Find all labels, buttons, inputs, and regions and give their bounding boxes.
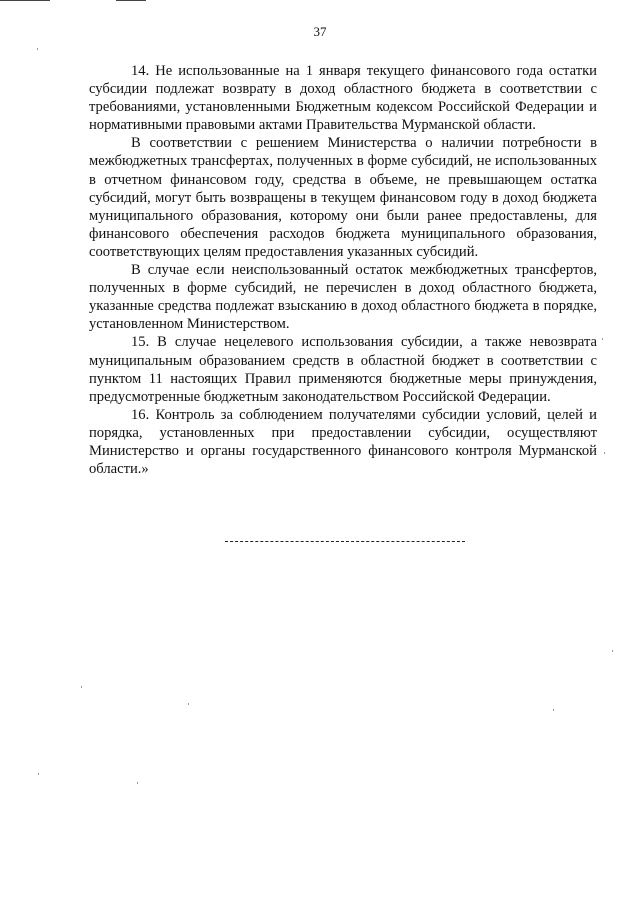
paragraph-ministry-decision: В соответствии с решением Министерства о наличии потребности в межбюджетных трансфертах, полученных в форме субсидий, не использованных в отчетном финансовом году, средства в объеме, не превышающем остатка субсидий, могут быть возвращены в текущем финансовом году в доход бюджета муниципального образования, которому они были ранее предоставлены, для финансового обеспечения расходов бюджета муниципального образования, соответствующих целям предоставления указанных субсидий. xyxy=(89,135,597,260)
scan-speck xyxy=(38,773,39,775)
scan-speck xyxy=(553,709,554,711)
scan-speck xyxy=(137,782,138,784)
scan-speck xyxy=(81,686,82,688)
scan-speck xyxy=(37,48,38,50)
scan-edge-mark-left xyxy=(0,0,50,1)
page-number: 37 xyxy=(313,24,327,39)
scan-speck xyxy=(604,452,605,454)
scan-speck xyxy=(602,338,603,340)
closing-separator-line xyxy=(225,541,465,542)
paragraph-unused-balance-recovery: В случае если неиспользованный остаток межбюджетных трансфертов, полученных в форме субсидий, не перечислен в доход областного бюджета, указанные средства подлежат взысканию в доход областного бюджета в порядке, установленном Министерством. xyxy=(89,262,597,333)
paragraph-clause-15: 15. В случае нецелевого использования субсидии, а также невозврата муниципальным образованием средств в областной бюджет в соответствии с пунктом 11 настоящих Правил применяются бюджетные меры принуждения, предусмотренные бюджетным законодательством Российской Федерации. xyxy=(89,334,597,405)
paragraph-clause-16: 16. Контроль за соблюдением получателями субсидии условий, целей и порядка, установленных при предоставлении субсидии, осуществляют Министерство и органы государственного финансового контроля Мурманской области.» xyxy=(89,406,597,478)
scan-speck xyxy=(188,703,189,705)
scan-edge-mark-right xyxy=(116,0,146,1)
document-body xyxy=(89,62,597,478)
paragraph-clause-14: 14. Не использованные на 1 января текущего финансового года остатки субсидии подлежат возврату в доход областного бюджета в соответствии с требованиями, установленными Бюджетным кодексом Российской Федерации и нормативными правовыми актами Правительства Мурманской области. xyxy=(89,63,597,134)
scan-speck xyxy=(612,650,613,652)
